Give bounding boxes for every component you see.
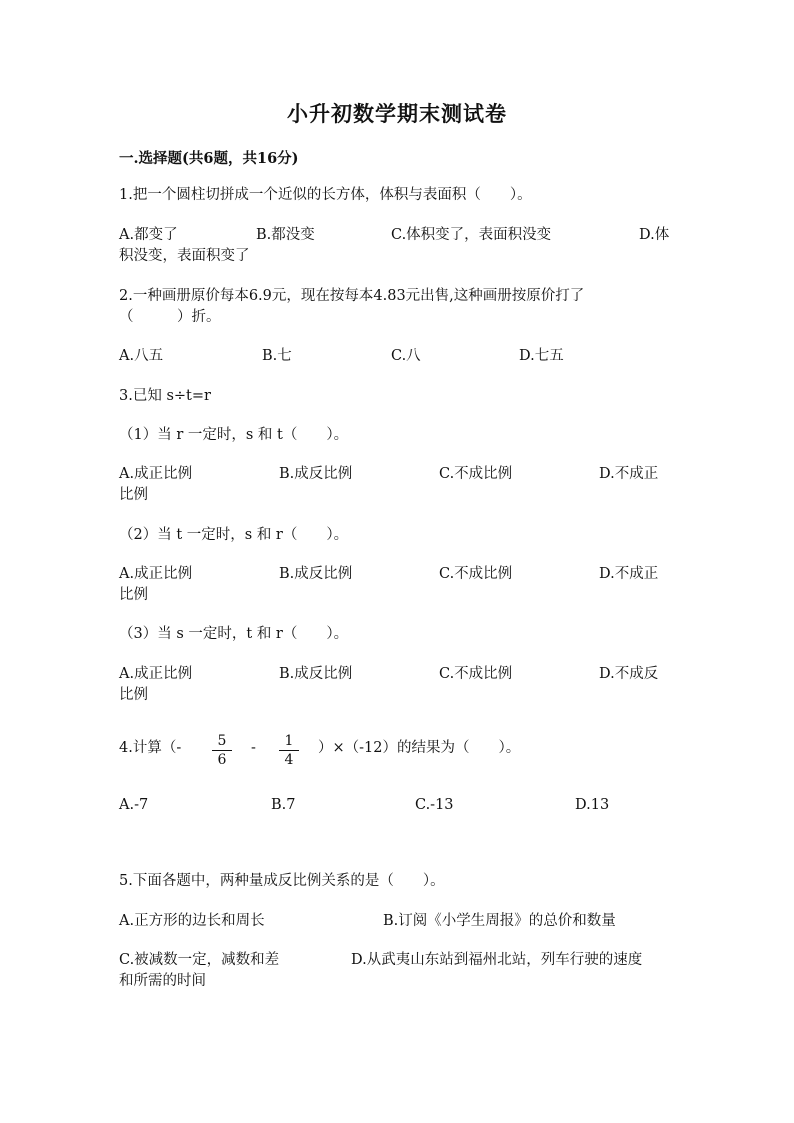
q3-3-option-a: A.成正比例	[119, 666, 193, 682]
question-5-stem: 5.下面各题中，两种量成反比例关系的是（ ）。	[119, 873, 445, 889]
q2-option-b: B.七	[262, 348, 292, 364]
q4-option-d: D.13	[575, 797, 610, 813]
q2-option-a: A.八五	[119, 348, 164, 364]
q3-3-option-c: C.不成比例	[439, 666, 513, 682]
q1-option-d-cont: 积没变，表面积变了	[119, 248, 250, 264]
q5-option-b: B.订阅《小学生周报》的总价和数量	[383, 913, 616, 929]
fraction-bar	[279, 750, 299, 751]
fraction-denominator: 6	[217, 752, 227, 768]
q4-option-a: A.-7	[119, 797, 149, 813]
q1-option-b: B.都没变	[256, 227, 315, 243]
question-2-stem: 2.一种画册原价每本6.9元，现在按每本4.83元出售,这种画册按原价打了	[119, 288, 585, 304]
q3-1-option-d-cont: 比例	[119, 487, 148, 503]
question-2-stem-cont: （ ）折。	[119, 309, 221, 325]
q1-option-a: A.都变了	[119, 227, 178, 243]
question-4-stem-prefix: 4.计算（-	[119, 740, 182, 756]
fraction-one-fourth	[279, 733, 299, 768]
fraction-numerator: 5	[217, 733, 227, 749]
q3-2-option-c: C.不成比例	[439, 566, 513, 582]
minus-sign: -	[251, 740, 256, 756]
q3-1-option-b: B.成反比例	[279, 466, 353, 482]
q3-1-option-a: A.成正比例	[119, 466, 193, 482]
fraction-five-sixths	[212, 733, 232, 768]
q3-1-option-d: D.不成正	[599, 466, 659, 482]
question-1-stem: 1.把一个圆柱切拼成一个近似的长方体，体积与表面积（ ）。	[119, 187, 532, 203]
fraction-bar	[212, 750, 232, 751]
q3-2-option-a: A.成正比例	[119, 566, 193, 582]
q5-option-c: C.被减数一定，减数和差	[119, 952, 280, 968]
q5-option-a: A.正方形的边长和周长	[119, 913, 265, 929]
q1-option-d: D.体	[639, 227, 670, 243]
q4-option-c: C.-13	[415, 797, 454, 813]
question-3-sub1-stem: （1）当 r 一定时，s 和 t（ ）。	[119, 427, 349, 443]
page-title: 小升初数学期末测试卷	[287, 101, 507, 126]
q3-3-option-d-cont: 比例	[119, 687, 148, 703]
q3-3-option-d: D.不成反	[599, 666, 659, 682]
q3-2-option-b: B.成反比例	[279, 566, 353, 582]
fraction-denominator: 4	[284, 752, 294, 768]
question-3-sub3-stem: （3）当 s 一定时，t 和 r（ ）。	[119, 626, 349, 642]
section-heading: 一.选择题(共6题，共16分)	[119, 150, 299, 167]
question-3-sub2-stem: （2）当 t 一定时，s 和 r（ ）。	[119, 527, 349, 543]
fraction-numerator: 1	[284, 733, 294, 749]
question-3-stem: 3.已知 s÷t=r	[119, 388, 211, 404]
q1-option-c: C.体积变了，表面积没变	[391, 227, 552, 243]
q5-option-d-cont: 和所需的时间	[119, 973, 206, 989]
q3-2-option-d-cont: 比例	[119, 587, 148, 603]
q3-1-option-c: C.不成比例	[439, 466, 513, 482]
q2-option-c: C.八	[391, 348, 421, 364]
q3-2-option-d: D.不成正	[599, 566, 659, 582]
q4-option-b: B.7	[271, 797, 296, 813]
q3-3-option-b: B.成反比例	[279, 666, 353, 682]
q2-option-d: D.七五	[519, 348, 564, 364]
question-4-stem-suffix: ）×（-12）的结果为（ ）。	[318, 740, 521, 756]
q5-option-d: D.从武夷山东站到福州北站，列车行驶的速度	[351, 952, 643, 968]
